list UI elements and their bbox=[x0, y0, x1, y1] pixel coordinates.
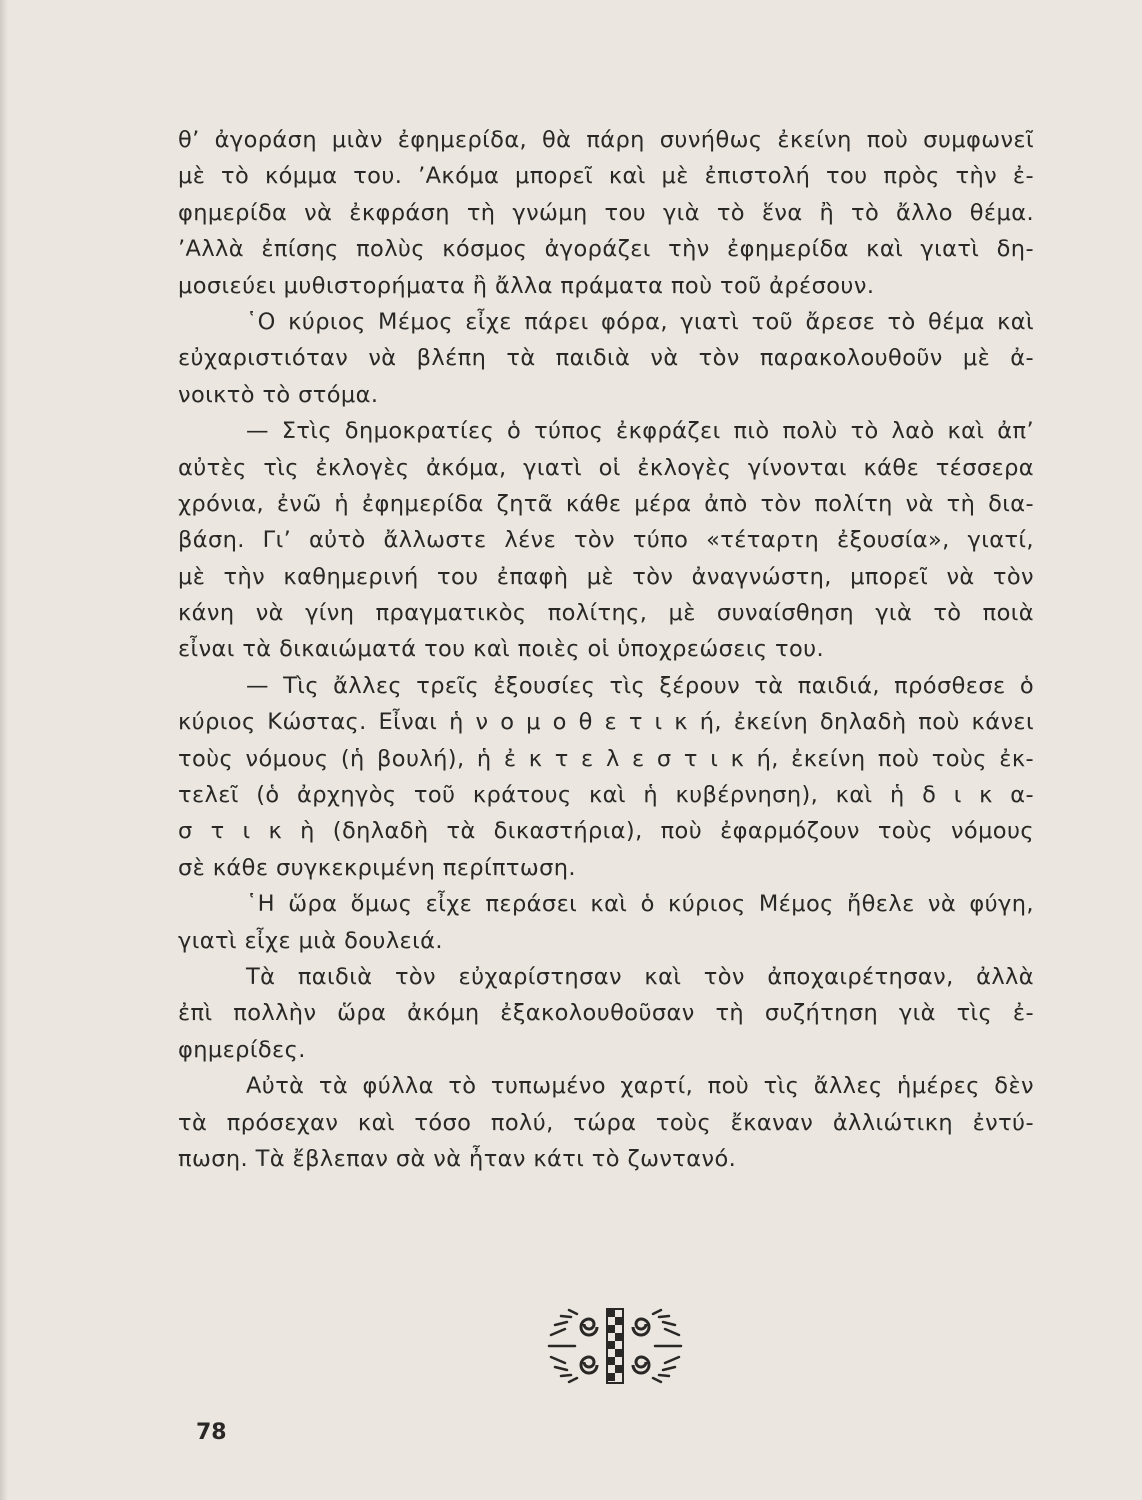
text-line: θ’ ἀγοράση μιὰν ἐφημερίδα, θὰ πάρη συνήθως ἐκείνη ποὺ συμφωνεῖ bbox=[178, 127, 1034, 153]
text-line: ῾Η ὥρα ὅμως εἶχε περάσει καὶ ὁ κύριος Μέμος ἤθελε νὰ φύγη, bbox=[246, 891, 1034, 918]
text-line: εὐχαριστιόταν νὰ βλέπη τὰ παιδιὰ νὰ τὸν παρακολουθοῦν μὲ ἀ- bbox=[178, 345, 1034, 372]
text-line: ἐπὶ πολλὴν ὥρα ἀκόμη ἐξακολουθοῦσαν τὴ συζήτηση γιὰ τὶς ἐ- bbox=[178, 1000, 1034, 1027]
ornament-icon bbox=[545, 1305, 685, 1387]
page-edge-shadow bbox=[0, 0, 8, 1500]
text-line: φημερίδες. bbox=[178, 1036, 306, 1063]
text-line: σὲ κάθε συγκεκριμένη περίπτωση. bbox=[178, 854, 576, 881]
text-line: Αὐτὰ τὰ φύλλα τὸ τυπωμένο χαρτί, ποὺ τὶς ἄλλες ἡμέρες δὲν bbox=[246, 1073, 1034, 1100]
text-line: πωση. Τὰ ἔβλεπαν σὰ νὰ ἦταν κάτι τὸ ζωντανό. bbox=[178, 1145, 737, 1172]
text-line: σ τ ι κ ὴ (δηλαδὴ τὰ δικαστήρια), ποὺ ἐφαρμόζουν τοὺς νόμους bbox=[178, 818, 1034, 845]
text-line: τὰ πρόσεχαν καὶ τόσο πολύ, τώρα τοὺς ἔκαναν ἀλλιώτικη ἐντύ- bbox=[178, 1109, 1034, 1136]
text-line: φημερίδα νὰ ἐκφράση τὴ γνώμη του γιὰ τὸ ἕνα ἢ τὸ ἄλλο θέμα. bbox=[178, 199, 1034, 226]
text-line: εἶναι τὰ δικαιώματά του καὶ ποιὲς οἱ ὑποχρεώσεις του. bbox=[178, 636, 825, 663]
text-line: Τὰ παιδιὰ τὸν εὐχαρίστησαν καὶ τὸν ἀποχαιρέτησαν, ἀλλὰ bbox=[246, 963, 1034, 990]
page-number: 78 bbox=[196, 1420, 227, 1445]
text-line: τελεῖ (ὁ ἀρχηγὸς τοῦ κράτους καὶ ἡ κυβέρνηση), καὶ ἡ δ ι κ α- bbox=[178, 782, 1034, 809]
text-line: ῾Ο κύριος Μέμος εἶχε πάρει φόρα, γιατὶ τοῦ ἄρεσε τὸ θέμα καὶ bbox=[246, 308, 1034, 335]
body-text bbox=[178, 122, 1034, 1177]
text-line: μὲ τὸ κόμμα του. ’Ακόμα μπορεῖ καὶ μὲ ἐπιστολή του πρὸς τὴν ἐ- bbox=[178, 163, 1034, 190]
text-line: βάση. Γι’ αὐτὸ ἄλλωστε λένε τὸν τύπο «τέταρτη ἐξουσία», γιατί, bbox=[178, 527, 1034, 554]
text-line: ’Αλλὰ ἐπίσης πολὺς κόσμος ἀγοράζει τὴν ἐφημερίδα καὶ γιατὶ δη- bbox=[178, 236, 1034, 263]
text-line: τοὺς νόμους (ἡ βουλή), ἡ ἐ κ τ ε λ ε σ τ ι κ ή, ἐκείνη ποὺ τοὺς ἐκ- bbox=[178, 745, 1034, 772]
text-line: αὐτὲς τὶς ἐκλογὲς ἀκόμα, γιατὶ οἱ ἐκλογὲς γίνονται κάθε τέσσερα bbox=[178, 454, 1034, 481]
text-line: χρόνια, ἐνῶ ἡ ἐφημερίδα ζητᾶ κάθε μέρα ἀπὸ τὸν πολίτη νὰ τὴ δια- bbox=[178, 490, 1034, 517]
text-line: μοσιεύει μυθιστορήματα ἢ ἄλλα πράματα ποὺ τοῦ ἀρέσουν. bbox=[178, 272, 875, 299]
text-line: — Στὶς δημοκρατίες ὁ τύπος ἐκφράζει πιὸ πολὺ τὸ λαὸ καὶ ἀπ’ bbox=[246, 418, 1034, 445]
text-line: — Τὶς ἄλλες τρεῖς ἐξουσίες τὶς ξέρουν τὰ παιδιά, πρόσθεσε ὁ bbox=[246, 672, 1034, 699]
text-line: κύριος Κώστας. Εἶναι ἡ ν ο μ ο θ ε τ ι κ ή, ἐκείνη δηλαδὴ ποὺ κάνει bbox=[178, 709, 1034, 736]
text-line: γιατὶ εἶχε μιὰ δουλειά. bbox=[178, 927, 443, 954]
text-line: κάνη νὰ γίνη πραγματικὸς πολίτης, μὲ συναίσθηση γιὰ τὸ ποιὰ bbox=[178, 600, 1034, 627]
text-line: μὲ τὴν καθημερινή του ἐπαφὴ μὲ τὸν ἀναγνώστη, μπορεῖ νὰ τὸν bbox=[178, 563, 1034, 590]
text-line: νοικτὸ τὸ στόμα. bbox=[178, 381, 379, 408]
